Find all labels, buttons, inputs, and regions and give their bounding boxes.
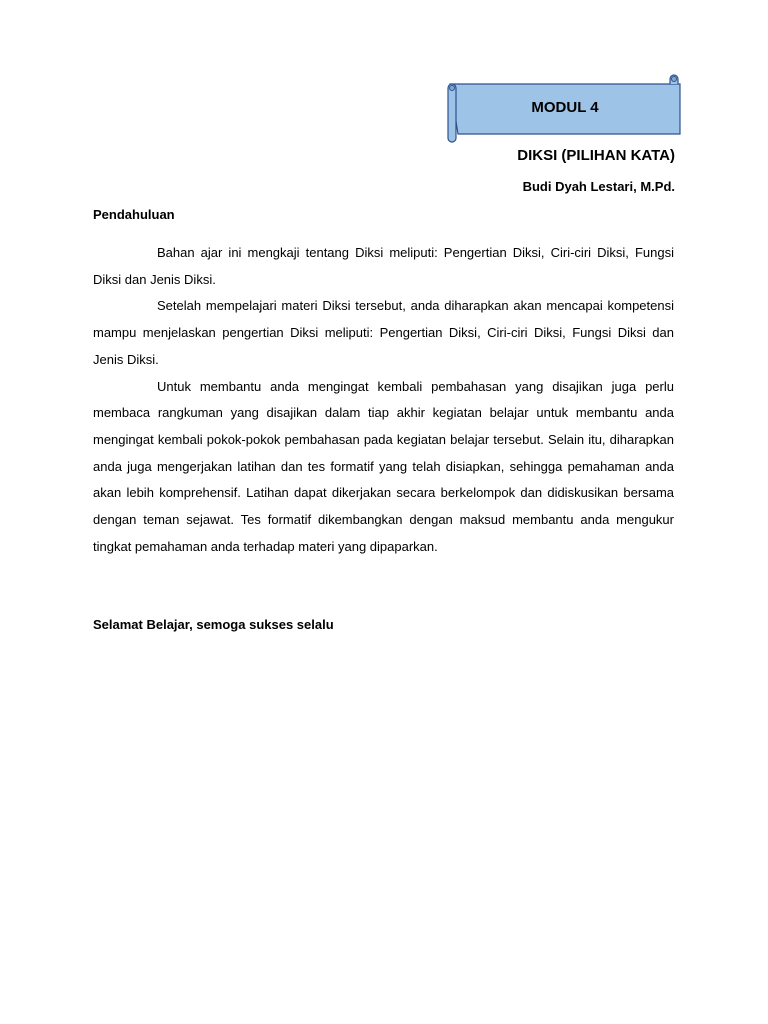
document-title: DIKSI (PILIHAN KATA) — [517, 147, 675, 164]
module-banner — [444, 74, 684, 144]
section-heading: Pendahuluan — [93, 207, 175, 222]
paragraph: Untuk membantu anda mengingat kembali pembahasan yang disajikan juga perlu membaca rangkuman yang disajikan dalam tiap akhir kegiatan belajar untuk membantu anda mengingat kembali pokok-pokok pembahasan pada kegiatan belajar tersebut. Selain itu, diharapkan anda juga mengerjakan latihan dan tes formatif yang telah disiapkan, sehingga pemahaman anda akan lebih komprehensif. Latihan dapat dikerjakan secara berkelompok dan didiskusikan bersama dengan teman sejawat. Tes formatif dikembangkan dengan maksud membantu anda mengukur tingkat pemahaman anda terhadap materi yang dipaparkan. — [93, 378, 674, 554]
closing-line: Selamat Belajar, semoga sukses selalu — [93, 617, 334, 632]
body-text — [93, 240, 674, 560]
paragraph: Bahan ajar ini mengkaji tentang Diksi meliputi: Pengertian Diksi, Ciri-ciri Diksi, Fungsi Diksi dan Jenis Diksi. — [93, 245, 674, 287]
author-name: Budi Dyah Lestari, M.Pd. — [522, 179, 675, 194]
module-label: MODUL 4 — [531, 99, 599, 116]
paragraph: Setelah mempelajari materi Diksi tersebut, anda diharapkan akan mencapai kompetensi mampu menjelaskan pengertian Diksi meliputi: Pengertian Diksi, Ciri-ciri Diksi, Fungsi Diksi dan Jenis Diksi. — [93, 298, 674, 367]
